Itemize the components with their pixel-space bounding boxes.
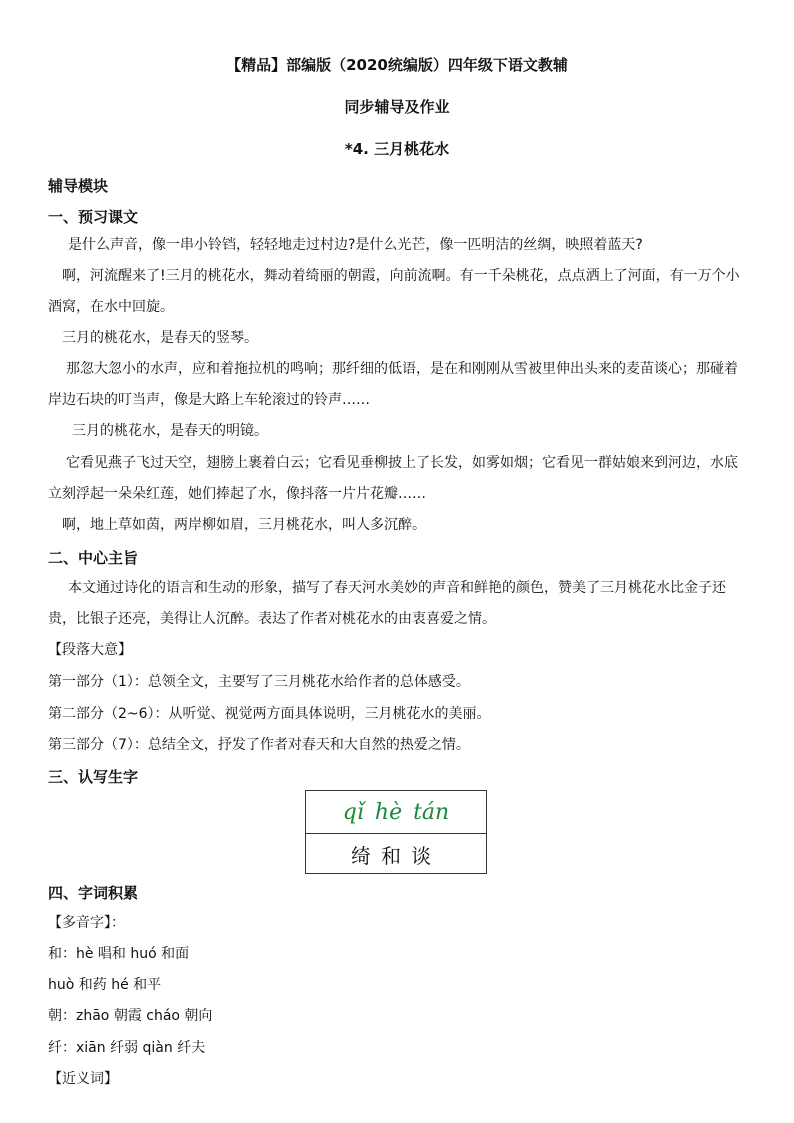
- outline-part-3: 第三部分（7）：总结全文，抒发了作者对春天和大自然的热爱之情。: [48, 737, 470, 753]
- section-heading-preview: 一、预习课文: [48, 208, 139, 226]
- document-title: 【精品】部编版（2020统编版）四年级下语文教辅: [226, 56, 568, 74]
- section-heading-theme: 二、中心主旨: [48, 549, 139, 567]
- preview-paragraph-5: 三月的桃花水，是春天的明镜。: [72, 423, 268, 439]
- preview-paragraph-7: 啊，地上草如茵，两岸柳如眉，三月桃花水，叫人多沉醉。: [62, 517, 426, 533]
- preview-paragraph-3: 三月的桃花水，是春天的竖琴。: [62, 330, 258, 346]
- polyphone-entry-2: huò 和药 hé 和平: [48, 977, 162, 993]
- polyphone-entry-3: 朝：zhāo 朝霞 cháo 朝向: [48, 1008, 213, 1024]
- polyphone-label: 【多音字】：: [48, 915, 125, 931]
- character-writing-box: [305, 790, 487, 874]
- polyphone-entry-1: 和：hè 唱和 huó 和面: [48, 946, 190, 962]
- lesson-title: *4. 三月桃花水: [344, 140, 450, 158]
- theme-paragraph: 本文通过诗化的语言和生动的形象，描写了春天河水美妙的声音和鲜艳的颜色，赞美了三月桃花水比金子还贵，比银子还亮，美得让人沉醉。表达了作者对桃花水的由衷喜爱之情。: [48, 580, 726, 627]
- outline-part-1: 第一部分（1）：总领全文，主要写了三月桃花水给作者的总体感受。: [48, 674, 470, 690]
- preview-paragraph-1: 是什么声音，像一串小铃铛，轻轻地走过村边?是什么光芒，像一匹明洁的丝绸，映照着蓝天?: [68, 237, 643, 253]
- outline-part-2: 第二部分（2~6）：从听觉、视觉两方面具体说明，三月桃花水的美丽。: [48, 706, 491, 722]
- polyphone-entry-4: 纤：xiān 纤弱 qiàn 纤夫: [48, 1040, 206, 1056]
- document-subtitle: 同步辅导及作业: [344, 98, 450, 116]
- pinyin-row: qǐ hè tán: [342, 799, 450, 825]
- section-heading-vocabulary: 四、字词积累: [48, 884, 139, 902]
- section-heading-characters: 三、认写生字: [48, 768, 139, 786]
- preview-paragraph-6: 它看见燕子飞过天空，翅膀上裹着白云；它看见垂柳披上了长发，如雾如烟；它看见一群姑娘来到河边，水底立刻浮起一朵朵红莲，她们捧起了水，像抖落一片片花瓣……: [48, 455, 738, 502]
- paragraph-outline-label: 【段落大意】: [48, 642, 132, 658]
- module-title: 辅导模块: [48, 177, 109, 195]
- preview-paragraph-4: 那忽大忽小的水声，应和着拖拉机的鸣响；那纤细的低语，是在和刚刚从雪被里伸出头来的麦苗谈心；那碰着岸边石块的叮当声，像是大路上车轮滚过的铃声……: [48, 361, 738, 408]
- preview-paragraph-2: 啊，河流醒来了!三月的桃花水，舞动着绮丽的朝霞，向前流啊。有一千朵桃花，点点洒上了河面，有一万个小酒窝，在水中回旋。: [48, 268, 740, 315]
- synonym-label: 【近义词】: [48, 1071, 118, 1087]
- character-row: 绮和谈: [351, 843, 441, 868]
